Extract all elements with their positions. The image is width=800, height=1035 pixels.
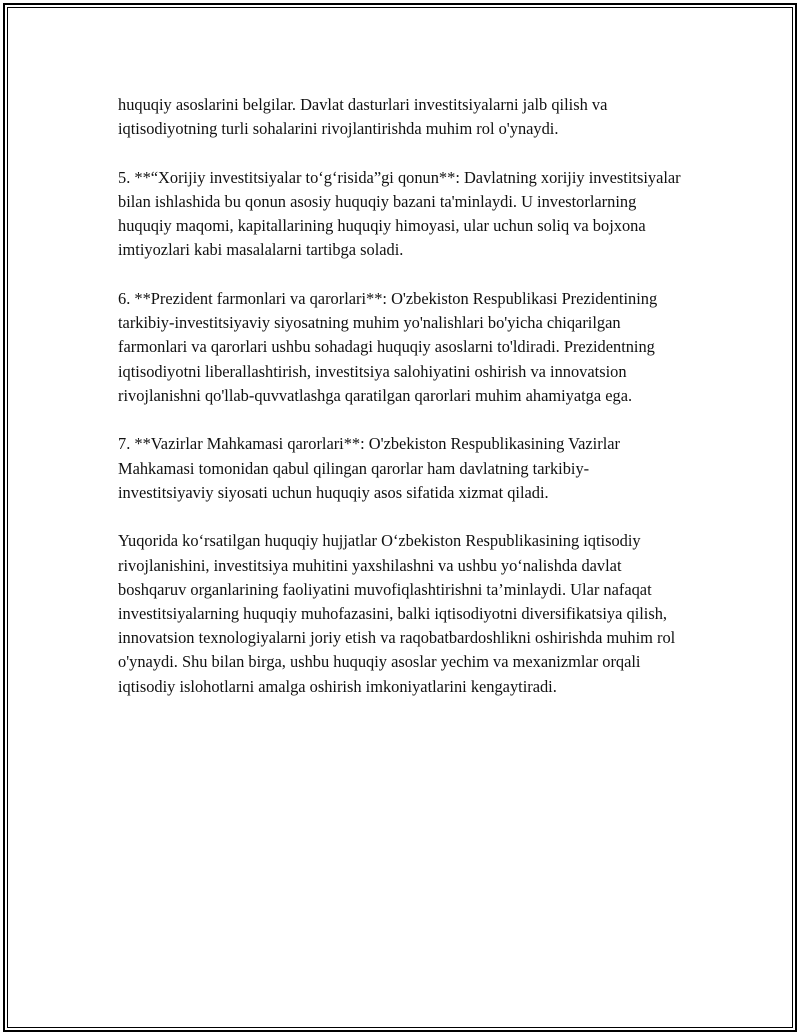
paragraph-foreign-investment-law: 5. **“Xorijiy investitsiyalar to‘g‘risida”gi qonun**: Davlatning xorijiy investitsiyalar bilan ishlashida bu qonun asosiy huquqiy bazani ta'minlaydi. U investorlarning huquqiy maqomi, kapitallarining huquqiy himoyasi, ular uchun soliq va bojxona imtiyozlari kabi masalalarni tartibga soladi. bbox=[118, 167, 681, 260]
paragraph-cabinet-resolutions: 7. **Vazirlar Mahkamasi qarorlari**: O'zbekiston Respublikasining Vazirlar Mahkamasi tomonidan qabul qilingan qarorlar ham davlatning tarkibiy-investitsiyaviy siyosati uchun huquqiy asos sifatida xizmat qiladi. bbox=[118, 434, 620, 502]
paragraph-presidential-decrees: 6. **Prezident farmonlari va qarorlari**: O'zbekiston Respublikasi Prezidentining tarkibiy-investitsiyaviy siyosatning muhim yo'nalishlari bo'yicha chiqarilgan farmonlari va qarorlari ushbu sohadagi huquqiy asoslarni to'ldiradi. Prezidentning iqtisodiyotni liberallashtirish, investitsiya salohiyatini oshirish va innovatsion rivojlanishni qo'llab-quvvatlashga qaratilgan qarorlari muhim ahamiyatga ega. bbox=[118, 289, 658, 405]
paragraph-intro-continuation: huquqiy asoslarini belgilar. Davlat dasturlari investitsiyalarni jalb qilish va iqtisodiyotning turli sohalarini rivojlantirishda muhim rol o'ynaydi. bbox=[118, 95, 608, 139]
paragraph-conclusion: Yuqorida ko‘rsatilgan huquqiy hujjatlar O‘zbekiston Respublikasining iqtisodiy rivojlanishini, investitsiya muhitini yaxshilashni va ushbu yo‘nalishda davlat boshqaruv organlarining faoliyatini muvofiqlashtirishni ta’minlaydi. Ular nafaqat investitsiyalarning huquqiy muhofazasini, balki iqtisodiyotni diversifikatsiya qilish, innovatsion texnologiyalarni joriy etish va raqobatbardoshlikni oshirishda muhim rol o'ynaydi. Shu bilan birga, ushbu huquqiy asoslar yechim va mexanizmlar orqali iqtisodiy islohotlarni amalga oshirish imkoniyatlarini kengaytiradi. bbox=[118, 531, 676, 696]
document-body bbox=[118, 93, 683, 699]
